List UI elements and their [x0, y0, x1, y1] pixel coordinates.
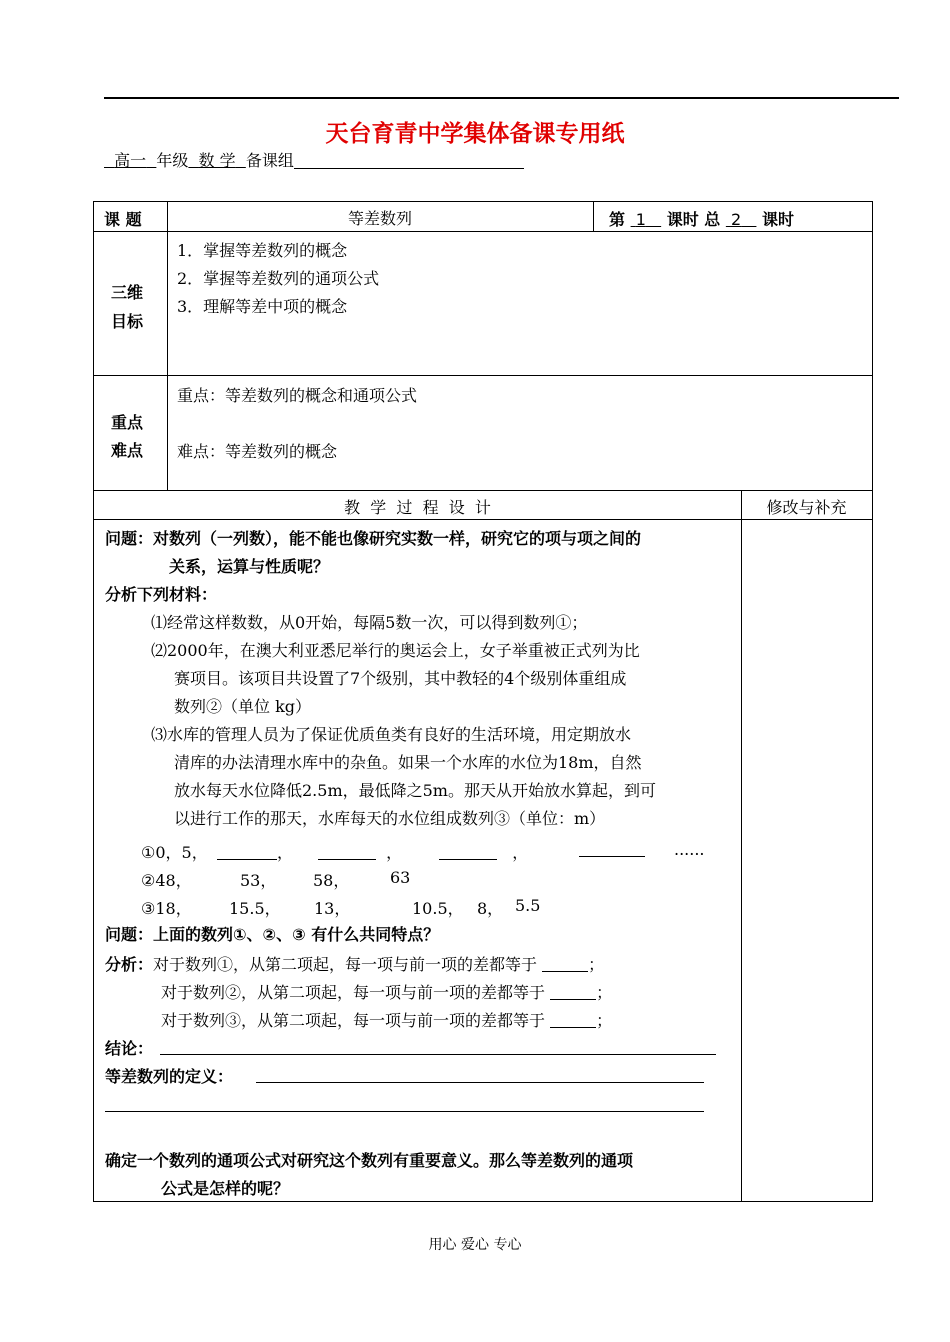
definition-blank [256, 1082, 704, 1083]
keypoints-label-2: 难点 [111, 441, 144, 460]
material-3-line-2: 清库的办法清理水库中的杂鱼。如果一个水库的水位为18m，自然 [174, 753, 642, 772]
header-info [104, 148, 524, 171]
group-label: 备课组 [245, 151, 294, 170]
goals-label-2: 目标 [111, 312, 144, 331]
topic-value: 等差数列 [347, 209, 412, 228]
seq2-term: ②48， [141, 871, 192, 890]
revision-header: 修改与补充 [766, 498, 847, 517]
seq3-term: 5.5 [515, 896, 541, 915]
key-point: 重点：等差数列的概念和通项公式 [177, 386, 418, 405]
question-1-line-2: 关系，运算与性质呢？ [169, 557, 330, 576]
top-rule [104, 97, 899, 99]
goal-item: 3．理解等差中项的概念 [177, 297, 348, 316]
goal-item: 1．掌握等差数列的概念 [177, 241, 348, 260]
material-2-line-3: 数列②（单位 kg） [174, 697, 312, 716]
goal-item: 2．掌握等差数列的通项公式 [177, 269, 380, 288]
seq3-term: 8， [477, 899, 504, 918]
lesson-plan-table [93, 201, 873, 1202]
keypoints-label-1: 重点 [111, 413, 144, 432]
analysis-2: 对于数列②，从第二项起，每一项与前一项的差都等于 ； [161, 983, 613, 1002]
material-1: ⑴经常这样数数，从0开始，每隔5数一次，可以得到数列①； [151, 613, 588, 632]
topic-label: 课 题 [104, 210, 142, 229]
process-header: 教 学 过 程 设 计 [344, 498, 491, 517]
conclusion-blank [160, 1054, 716, 1055]
seq2-term: 63 [390, 868, 411, 887]
seq3-term: 13， [314, 899, 351, 918]
grade-label: 年级 [156, 151, 189, 170]
page-title: 天台育青中学集体备课专用纸 [325, 121, 625, 147]
seq2-term: 53， [240, 871, 277, 890]
seq1-ellipsis: ...... [674, 840, 705, 859]
analysis-1: 分析：对于数列①，从第二项起，每一项与前一项的差都等于 ； [105, 955, 605, 974]
group-blank [294, 152, 524, 169]
goals-label-1: 三维 [111, 283, 144, 302]
subject-value: 数 学 [198, 151, 236, 170]
period-info: 第 1 课时 总 2 课时 [609, 210, 795, 229]
material-2-line-1: ⑵2000年，在澳大利亚悉尼举行的奥运会上，女子举重被正式列为比 [151, 641, 640, 660]
seq1-blank-3: ， [439, 840, 528, 863]
seq1-blank-4 [579, 840, 645, 859]
seq3-term: ③18， [141, 899, 192, 918]
seq1-blank-1: ， [217, 840, 293, 863]
analysis-3: 对于数列③，从第二项起，每一项与前一项的差都等于 ； [161, 1011, 613, 1030]
question-3-line-1: 确定一个数列的通项公式对研究这个数列有重要意义。那么等差数列的通项 [105, 1151, 634, 1170]
seq1-blank-2: ， [318, 840, 402, 863]
seq3-term: 15.5， [229, 899, 281, 918]
footer-motto: 用心 爱心 专心 [428, 1237, 522, 1253]
grade-value: 高一 [114, 151, 147, 170]
question-3-line-2: 公式是怎样的呢？ [161, 1179, 290, 1198]
material-3-line-4: 以进行工作的那天，水库每天的水位组成数列③（单位：m） [174, 809, 606, 828]
analyze-heading: 分析下列材料： [105, 585, 218, 604]
material-3-line-3: 放水每天水位降低2.5m，最低降之5m。那天从开始放水算起，到可 [174, 781, 656, 800]
question-1-line-1: 问题：对数列（一列数），能不能也像研究实数一样，研究它的项与项之间的 [105, 529, 642, 548]
seq2-term: 58， [313, 871, 350, 890]
definition-label: 等差数列的定义： [105, 1067, 234, 1086]
conclusion-label: 结论： [105, 1039, 154, 1058]
seq1-start: ①0，5， [141, 843, 208, 862]
definition-blank-2 [105, 1111, 704, 1112]
seq3-term: 10.5， [412, 899, 464, 918]
question-2: 问题：上面的数列①、②、③ 有什么共同特点？ [105, 925, 440, 944]
material-3-line-1: ⑶水库的管理人员为了保证优质鱼类有良好的生活环境，用定期放水 [151, 725, 632, 744]
difficult-point: 难点：等差数列的概念 [177, 442, 338, 461]
material-2-line-2: 赛项目。该项目共设置了7个级别，其中教轻的4个级别体重组成 [174, 669, 627, 688]
